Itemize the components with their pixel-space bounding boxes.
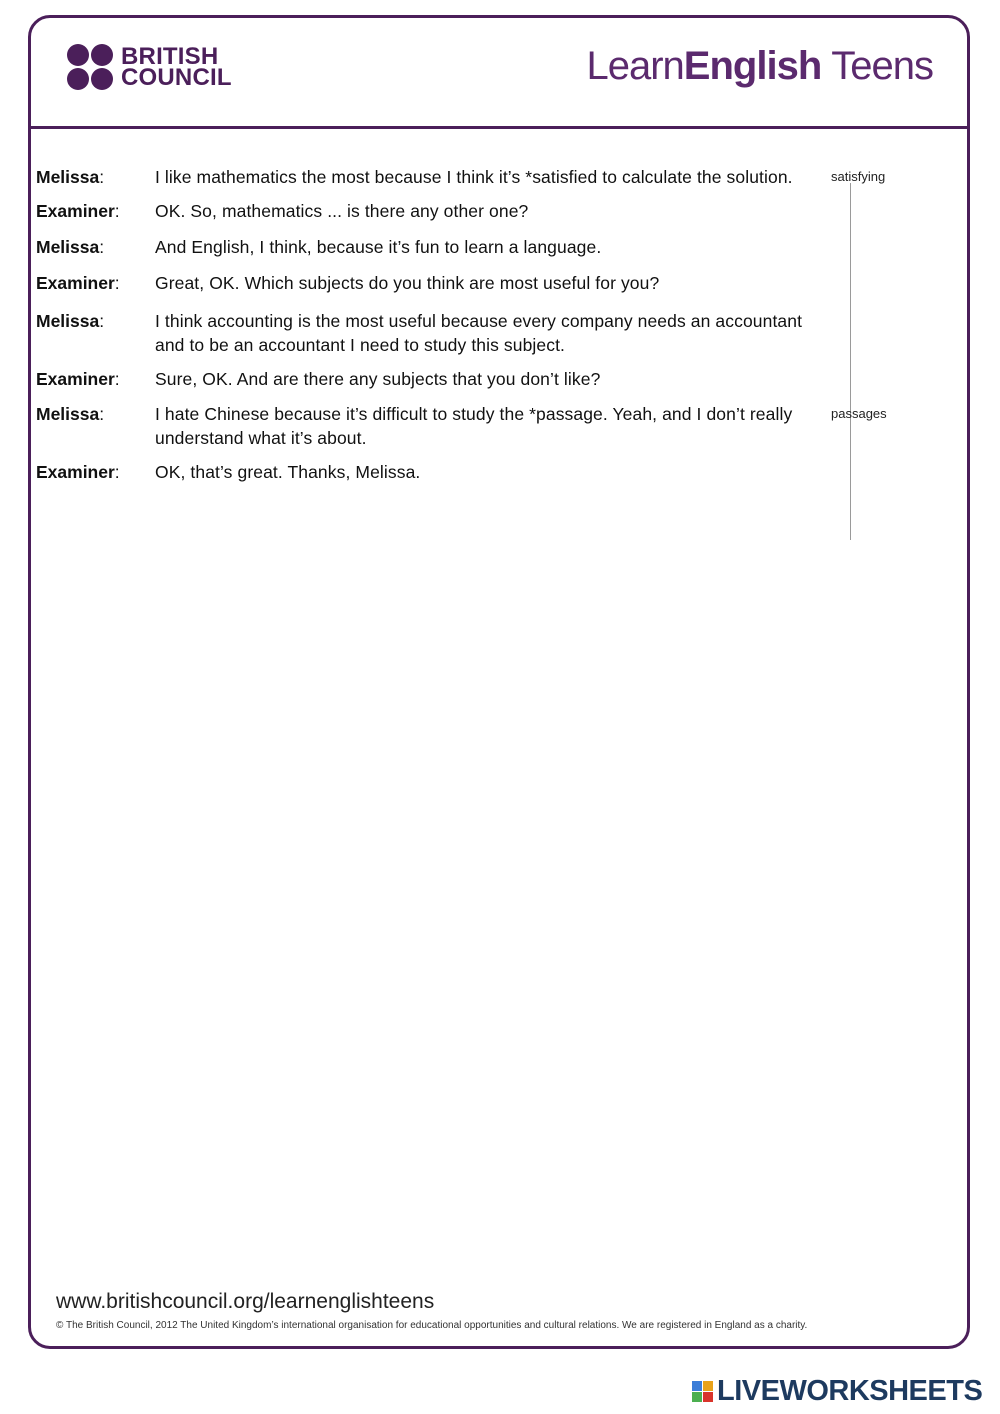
margin-correction: satisfying (831, 169, 886, 184)
lw-square (692, 1392, 702, 1402)
liveworksheets-logo-icon (692, 1381, 713, 1402)
liveworksheets-text: LIVEWORKSHEETS (717, 1375, 983, 1407)
speaker-name: Melissa (36, 404, 100, 424)
transcript-row: Melissa: I like mathematics the most because I think it’s *satisfied to calculate the solution. satisfying (36, 167, 886, 187)
le-logo-teens: Teens (831, 44, 933, 88)
speaker-name: Examiner (36, 201, 115, 221)
transcript-row: Examiner: OK, that’s great. Thanks, Melissa. (36, 460, 906, 484)
liveworksheets-watermark (692, 1375, 982, 1408)
header-divider (31, 126, 967, 129)
learnenglish-teens-logo (586, 44, 933, 89)
transcript-row: Melissa: I hate Chinese because it’s difficult to study the *passage. Yeah, and I don’t really understand what it’s about. passages (36, 404, 887, 448)
margin-correction: passages (831, 406, 887, 421)
le-logo-learn: Learn (586, 44, 684, 88)
transcript-row: Examiner: OK. So, mathematics ... is there any other one? (36, 199, 906, 223)
speaker-name: Examiner (36, 462, 115, 482)
transcript-row: Melissa: I think accounting is the most useful because every company needs an accountant and to be an accountant I need to study this subject. (36, 309, 906, 357)
utterance: Great, OK. Which subjects do you think are most useful for you? (155, 273, 660, 293)
bc-logo-line2: COUNCIL (121, 64, 232, 91)
transcript-row: Examiner: Sure, OK. And are there any subjects that you don’t like? (36, 367, 906, 391)
speaker-name: Melissa (36, 311, 100, 331)
speaker-name: Melissa (36, 167, 100, 187)
transcript (36, 165, 906, 484)
utterance: And English, I think, because it’s fun to learn a language. (155, 237, 602, 257)
footer-copyright: © The British Council, 2012 The United Kingdom’s international organisation for educational opportunities and cultural relations. We are registered in England as a charity. (56, 1320, 808, 1331)
speaker-name: Melissa (36, 237, 100, 257)
transcript-row: Examiner: Great, OK. Which subjects do you think are most useful for you? (36, 271, 906, 295)
lw-square (703, 1381, 713, 1391)
british-council-dots-icon (67, 44, 113, 90)
utterance: Sure, OK. And are there any subjects that you don’t like? (155, 369, 601, 389)
speaker-name: Examiner (36, 369, 115, 389)
utterance: I think accounting is the most useful because every company needs an accountant and to be an accountant I need to study this subject. (155, 311, 803, 355)
lw-square (703, 1392, 713, 1402)
utterance: I like mathematics the most because I think it’s *satisfied to calculate the solution. (155, 167, 793, 187)
transcript-row: Melissa: And English, I think, because it’s fun to learn a language. (36, 235, 906, 259)
speaker-name: Examiner (36, 273, 115, 293)
utterance: OK, that’s great. Thanks, Melissa. (155, 462, 421, 482)
british-council-logo (67, 44, 232, 90)
utterance: I hate Chinese because it’s difficult to study the *passage. Yeah, and I don’t really understand what it’s about. (155, 404, 793, 448)
bc-logo-line1: BRITISH (121, 43, 219, 70)
utterance: OK. So, mathematics ... is there any other one? (155, 201, 529, 221)
le-logo-english: English (683, 44, 822, 88)
lw-square (692, 1381, 702, 1391)
footer-url: www.britishcouncil.org/learnenglishteens (56, 1290, 435, 1313)
